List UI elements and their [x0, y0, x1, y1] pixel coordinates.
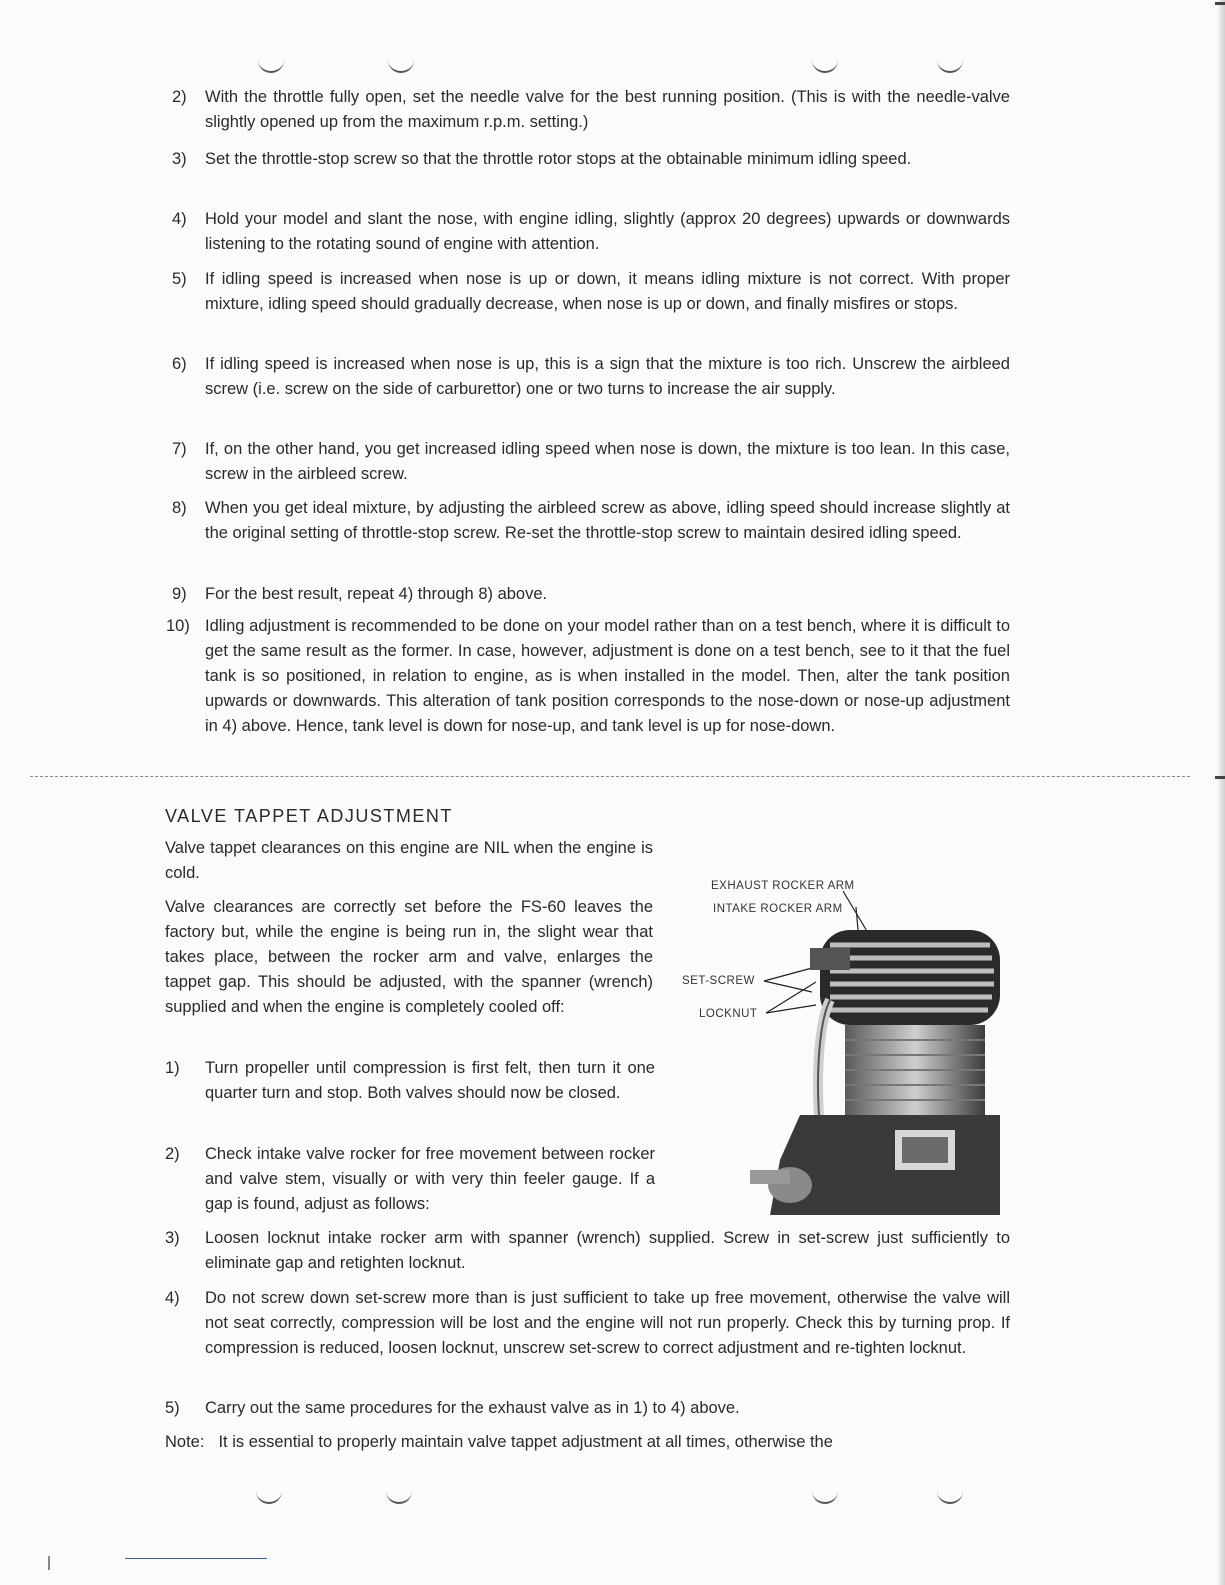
item-text: For the best result, repeat 4) through 8) above.: [205, 585, 548, 603]
item-number: 6): [172, 355, 187, 373]
intake-rocker-label: INTAKE ROCKER ARM: [713, 903, 843, 915]
edge-mark: [1215, 776, 1225, 779]
binder-mark: [812, 55, 838, 73]
list-item: [166, 614, 1010, 739]
list-item: [172, 85, 1010, 135]
exhaust-rocker-label: EXHAUST ROCKER ARM: [711, 880, 855, 892]
footer-rule: [125, 1558, 267, 1559]
item-text: Set the throttle-stop screw so that the throttle rotor stops at the obtainable minimum idling speed.: [205, 150, 912, 168]
list-item: [172, 267, 1010, 317]
item-number: 5): [165, 1399, 180, 1417]
edge-mark: [1215, 2, 1225, 5]
item-text: Carry out the same procedures for the exhaust valve as in 1) to 4) above.: [205, 1399, 740, 1417]
item-number: 7): [172, 440, 187, 458]
engine-figure: [680, 870, 1010, 1215]
note-text: It is essential to properly maintain valve tappet adjustment at all times, otherwise the: [218, 1433, 833, 1451]
setscrew-label: SET-SCREW: [682, 975, 755, 987]
note-label: Note:: [165, 1433, 205, 1451]
list-item: [172, 437, 1010, 487]
item-number: 8): [172, 499, 187, 517]
list-item: [165, 1056, 655, 1106]
list-item: [172, 582, 1010, 607]
note: [165, 1430, 1010, 1455]
item-text: If idling speed is increased when nose is up, this is a sign that the mixture is too rich. Unscrew the airbleed screw (i.e. screw on the side of carburettor) one or two turns to increase the air supply.: [205, 355, 1010, 398]
page-edge-shadow: [1218, 0, 1225, 1585]
item-number: 3): [165, 1229, 180, 1247]
item-text: If, on the other hand, you get increased idling speed when nose is down, the mixture is too lean. In this case, screw in the airbleed screw.: [205, 440, 1010, 483]
section-title: VALVE TAPPET ADJUSTMENT: [165, 806, 453, 826]
locknut-label: LOCKNUT: [699, 1008, 758, 1020]
intro-paragraph: Valve tappet clearances on this engine are NIL when the engine is cold.: [165, 839, 653, 882]
list-item: [165, 1142, 655, 1217]
binder-mark: [256, 1486, 282, 1504]
item-number: 3): [172, 150, 187, 168]
item-number: 4): [165, 1289, 180, 1307]
cylinder-head: [810, 930, 1000, 1025]
item-text: Turn propeller until compression is first felt, then turn it one quarter turn and stop. Both valves should now be closed.: [205, 1059, 655, 1102]
list-item: [172, 207, 1010, 257]
item-text: When you get ideal mixture, by adjusting the airbleed screw as above, idling speed should increase slightly at the original setting of throttle-stop screw. Re-set the throttle-stop screw to maintain desired idling speed.: [205, 499, 1010, 542]
list-item: [165, 1226, 1010, 1276]
item-number: 4): [172, 210, 187, 228]
item-text: Hold your model and slant the nose, with engine idling, slightly (approx 20 degrees) upwards or downwards listening to the rotating sound of engine with attention.: [205, 210, 1010, 253]
item-number: 1): [165, 1059, 180, 1077]
list-item: [172, 496, 1010, 546]
item-number: 5): [172, 270, 187, 288]
binder-mark: [388, 55, 414, 73]
item-text: Check intake valve rocker for free movement between rocker and valve stem, visually or with very thin feeler gauge. If a gap is found, adjust as follows:: [205, 1145, 655, 1213]
item-text: Do not screw down set-screw more than is just sufficient to take up free movement, otherwise the valve will not seat correctly, compression will be lost and the engine will not run properly. Check this by turning prop. If compression is reduced, loosen locknut, unscrew set-screw to correct adjustment and re-tighten locknut.: [205, 1289, 1010, 1357]
item-number: 2): [172, 88, 187, 106]
binder-mark: [937, 1486, 963, 1504]
engine-photo: [680, 870, 1010, 1215]
binder-mark: [937, 55, 963, 73]
item-text: Idling adjustment is recommended to be done on your model rather than on a test bench, where it is difficult to get the same result as the former. In case, however, adjustment is done on a test bench, see to it that the fuel tank is so positioned, in relation to engine, as is when installed in the model. Then, alter the tank position upwards or downwards. This alteration of tank position corresponds to the nose-down or nose-up adjustment in 4) above. Hence, tank level is down for nose-up, and tank level is up for nose-down.: [205, 617, 1010, 735]
item-number: 9): [172, 585, 187, 603]
body-paragraph: Valve clearances are correctly set before the FS-60 leaves the factory but, while the engine is being run in, the slight wear that takes place, between the rocker arm and valve, enlarges the tappet gap. This should be adjusted, with the spanner (wrench) supplied and when the engine is completely cooled off:: [165, 898, 653, 1016]
list-item: [165, 1396, 1010, 1421]
item-number: 10): [166, 617, 190, 635]
list-item: [165, 1286, 1010, 1361]
list-item: [172, 147, 1010, 172]
binder-mark: [386, 1486, 412, 1504]
item-text: With the throttle fully open, set the needle valve for the best running position. (This is with the needle-valve slightly opened up from the maximum r.p.m. setting.): [205, 88, 1010, 131]
binder-mark: [812, 1486, 838, 1504]
item-text: If idling speed is increased when nose is up or down, it means idling mixture is not correct. With proper mixture, idling speed should gradually decrease, when nose is up or down, and finally misfires or stops.: [205, 270, 1010, 313]
item-number: 2): [165, 1145, 180, 1163]
binder-mark: [258, 55, 284, 73]
item-text: Loosen locknut intake rocker arm with spanner (wrench) supplied. Screw in set-screw just sufficiently to eliminate gap and retighten locknut.: [205, 1229, 1010, 1272]
section-divider: [30, 776, 1190, 777]
list-item: [172, 352, 1010, 402]
margin-tick: [48, 1556, 50, 1570]
